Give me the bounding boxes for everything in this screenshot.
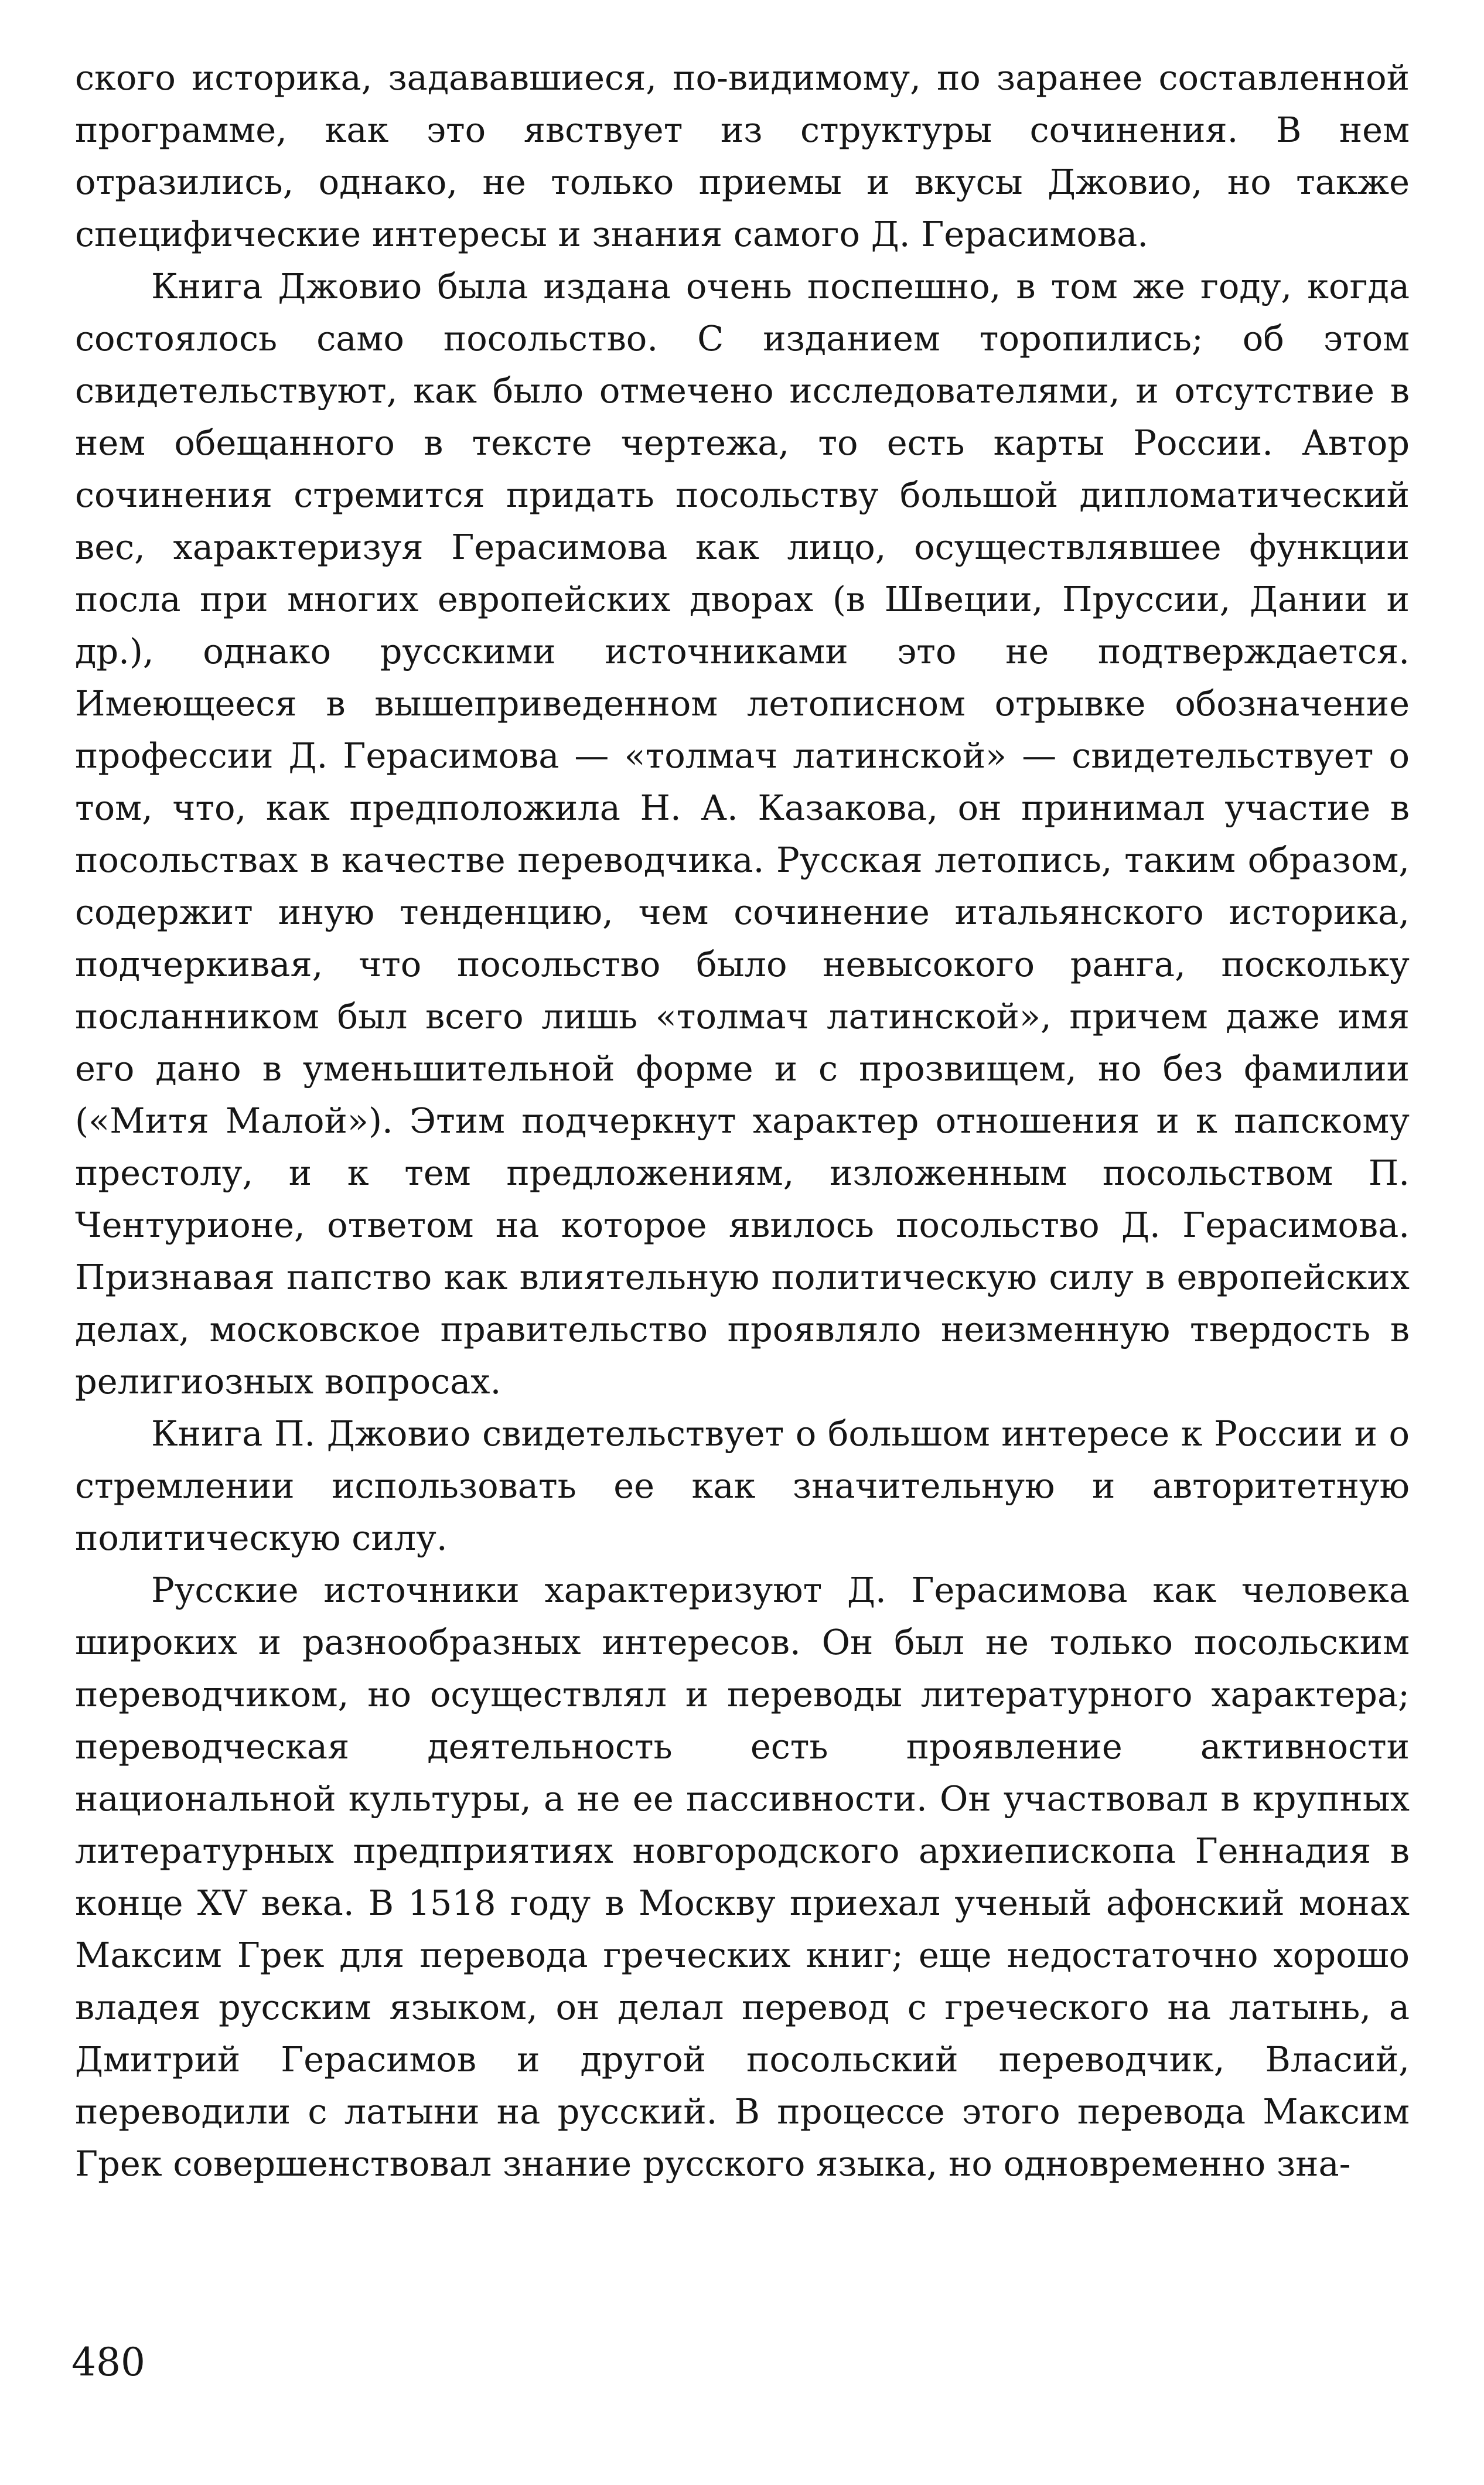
page-number: 480 — [71, 2340, 145, 2385]
page-body — [75, 52, 1410, 2190]
paragraph-3: Книга П. Джовио свидетельствует о большом интересе к России и о стремлении использовать ее как значительную и авторитетную политическую силу. — [75, 1413, 1410, 1558]
paragraph-1: ского историка, задававшиеся, по-видимому, по заранее составленной программе, как это явствует из структуры сочинения. В нем отразились, однако, не только приемы и вкусы Джовио, но также специфические интересы и знания самого Д. Герасимова. — [75, 57, 1410, 254]
paragraph-2: Книга Джовио была издана очень поспешно, в том же году, когда состоялось само посольство. С изданием торопились; об этом свидетельствуют, как было отмечено исследователями, и отсутствие в нем обещанного в тексте чертежа, то есть карты России. Автор сочинения стремится придать посольству большой дипломатический вес, характеризуя Герасимова как лицо, осуществлявшее функции посла при многих европейских дворах (в Швеции, Пруссии, Дании и др.), однако русскими источниками это не подтверждается. Имеющееся в вышеприведенном летописном отрывке обозначение профессии Д. Герасимова — «толмач латинской» — свидетельствует о том, что, как предположила Н. А. Казакова, он принимал участие в посольствах в качестве переводчика. Русская летопись, таким образом, содержит иную тенденцию, чем сочинение итальянского историка, подчеркивая, что посольство было невысокого ранга, поскольку посланником был всего лишь «толмач латинской», причем даже имя его дано в уменьшительной форме и с прозвищем, но без фамилии («Митя Малой»). Этим подчеркнут характер отношения и к папскому престолу, и к тем предложениям, изложенным посольством П. Чентурионе, ответом на которое явилось посольство Д. Герасимова. Признавая папство как влиятельную политическую силу в европейских делах, московское правительство проявляло неизменную твердость в религиозных вопросах. — [75, 266, 1410, 1402]
paragraph-4: Русские источники характеризуют Д. Герасимова как человека широких и разнообразных интересов. Он был не только посольским переводчиком, но осуществлял и переводы литературного характера; переводческая деятельность есть проявление активности национальной культуры, а не ее пассивности. Он участвовал в крупных литературных предприятиях новгородского архиепископа Геннадия в конце XV века. В 1518 году в Москву приехал ученый афонский монах Максим Грек для перевода греческих книг; еще недостаточно хорошо владея русским языком, он делал перевод с греческого на латынь, а Дмитрий Герасимов и другой посольский переводчик, Власий, переводили с латыни на русский. В процессе этого перевода Максим Грек совершенствовал знание русского языка, но одновременно зна- — [75, 1570, 1410, 2184]
